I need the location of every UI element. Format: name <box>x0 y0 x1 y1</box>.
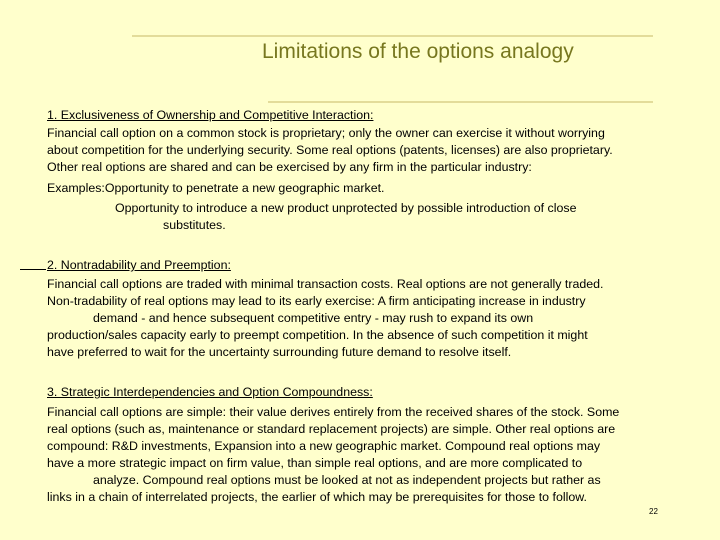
section-2-line: Non-tradability of real options may lead to its early exercise: A firm anticipating increase in industry <box>47 294 586 308</box>
section-3-line: links in a chain of interrelated projects, the earlier of which may be prerequisites for those to follow. <box>47 490 587 504</box>
section-2-line: production/sales capacity early to preempt competition. In the absence of such competition it might <box>47 328 588 342</box>
section-1-line: substitutes. <box>163 218 226 232</box>
section-3-line: Financial call options are simple: their value derives entirely from the received shares of the stock. Some <box>47 405 620 419</box>
section-1-line: about competition for the underlying security. Some real options (patents, licenses) are also proprietary. <box>47 143 613 157</box>
section-3-line: analyze. Compound real options must be looked at not as independent projects but rather as <box>93 473 601 487</box>
section-2-marker-line <box>20 269 46 270</box>
section-2-line: Financial call options are traded with minimal transaction costs. Real options are not generally traded. <box>47 277 604 291</box>
section-2-line: have preferred to wait for the uncertainty surrounding future demand to resolve itself. <box>47 345 512 359</box>
section-1-heading: 1. Exclusiveness of Ownership and Competitive Interaction: <box>47 108 374 122</box>
section-2-line: demand - and hence subsequent competitive entry - may rush to expand its own <box>93 311 534 325</box>
slide-title: Limitations of the options analogy <box>262 40 574 63</box>
title-rule-bottom <box>268 101 653 103</box>
section-1-line: Opportunity to introduce a new product unprotected by possible introduction of close <box>115 201 577 215</box>
section-1-line: Financial call option on a common stock is proprietary; only the owner can exercise it without worrying <box>47 126 605 140</box>
title-rule-top <box>132 35 653 37</box>
section-3-line: real options (such as, maintenance or standard replacement projects) are simple. Other real options are <box>47 422 616 436</box>
section-3-line: have a more strategic impact on firm value, than simple real options, and are more complicated to <box>47 456 583 470</box>
section-3-line: compound: R&D investments, Expansion into a new geographic market. Compound real options may <box>47 439 601 453</box>
section-1-line: Other real options are shared and can be exercised by any firm in the particular industry: <box>47 160 532 174</box>
section-3-heading: 3. Strategic Interdependencies and Option Compoundness: <box>47 385 373 399</box>
section-2-heading: 2. Nontradability and Preemption: <box>47 258 231 272</box>
page-number: 22 <box>649 507 658 516</box>
section-1-line: Examples:Opportunity to penetrate a new geographic market. <box>47 181 385 195</box>
